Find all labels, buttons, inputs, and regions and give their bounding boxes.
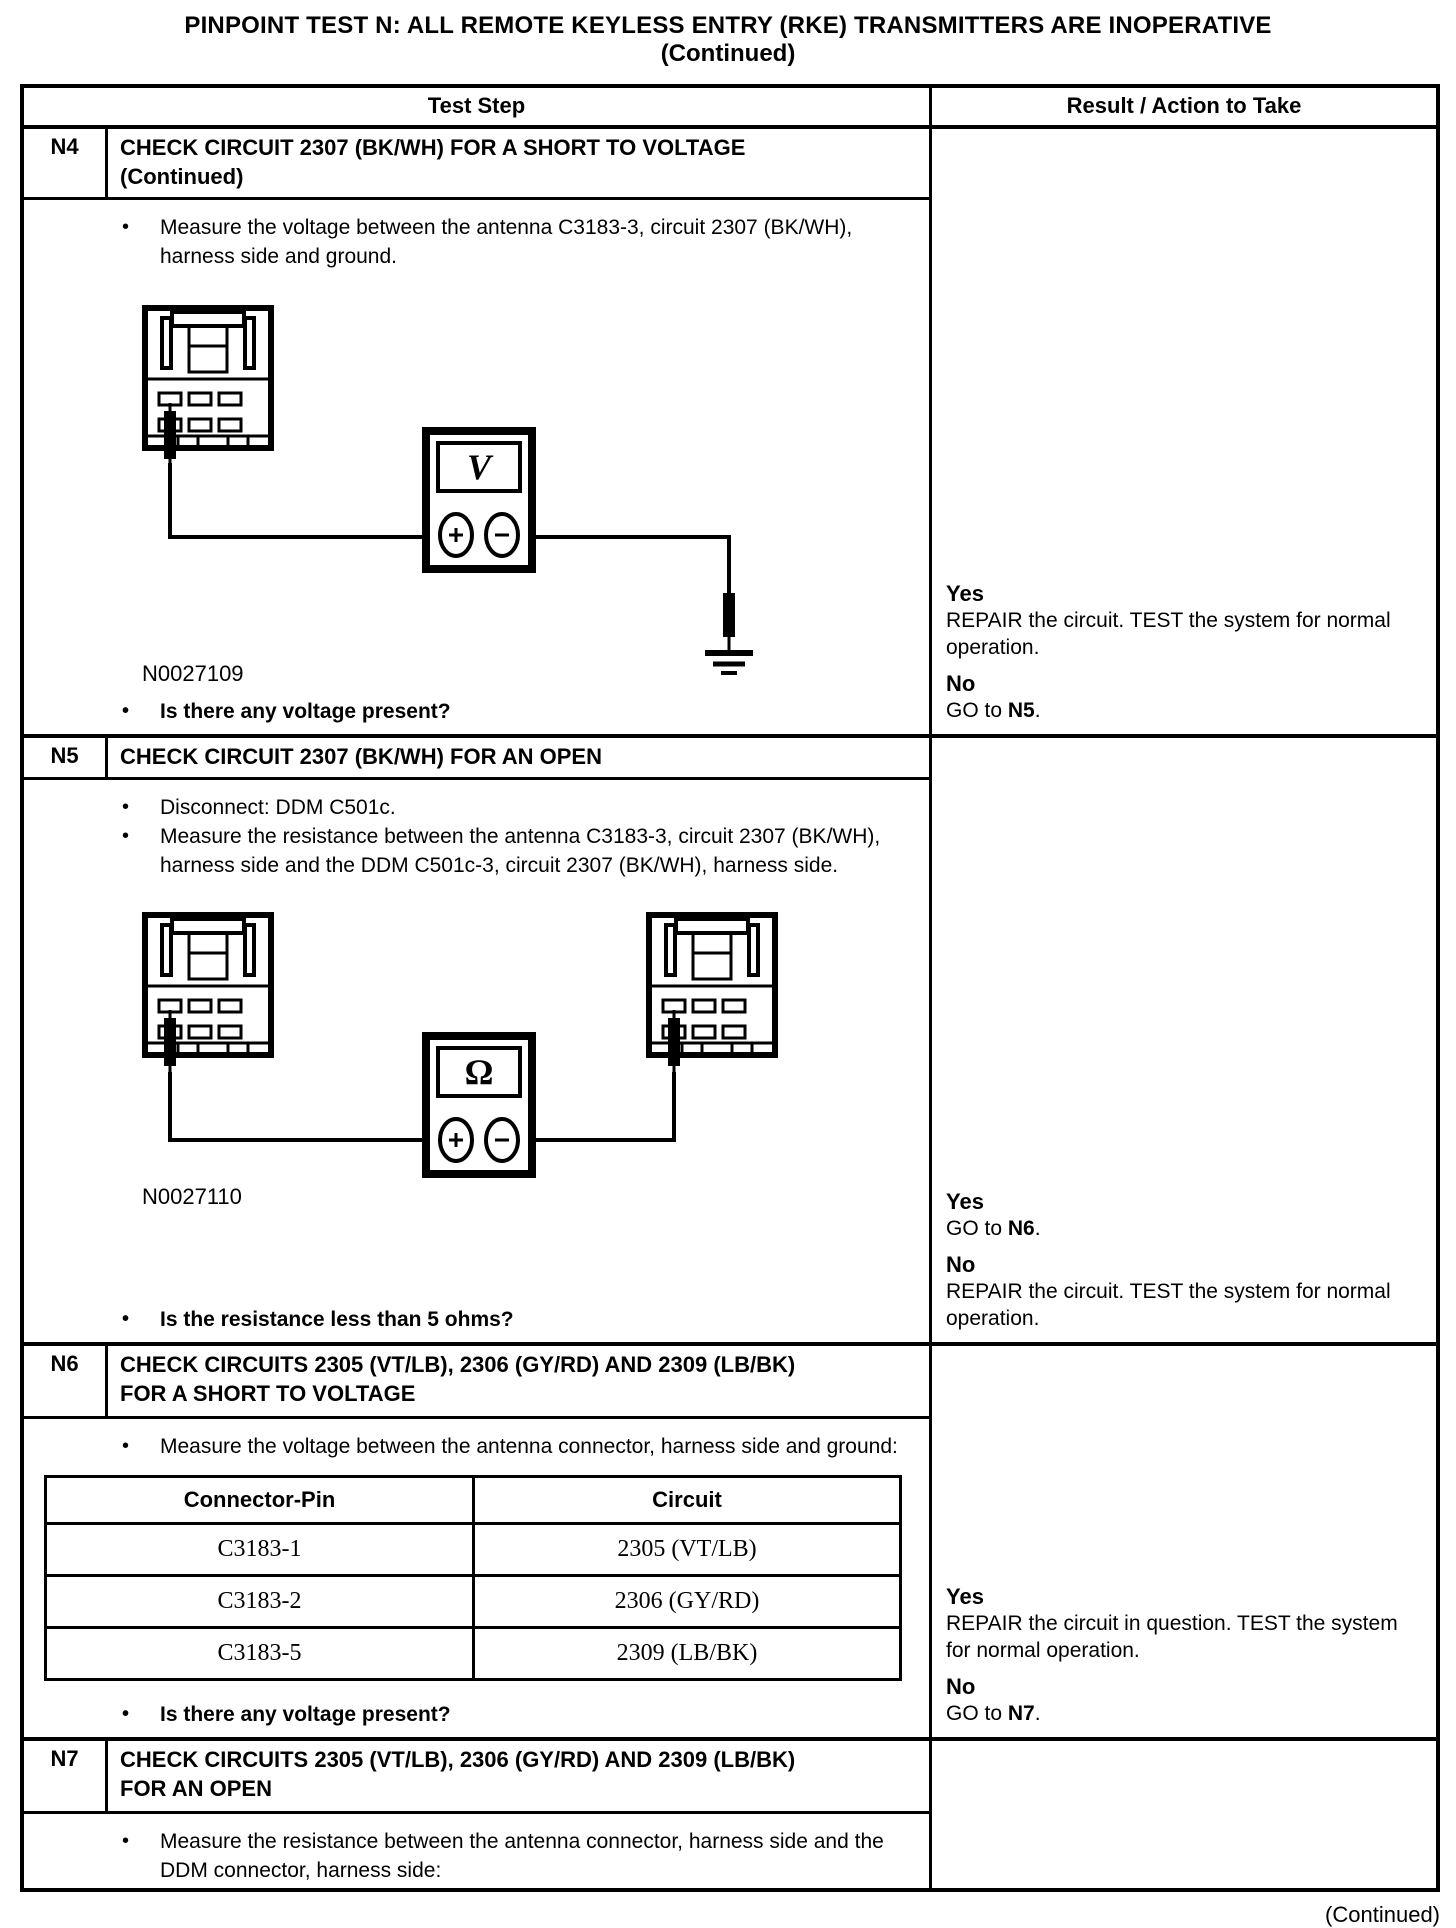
result-action: REPAIR the circuit. TEST the system for normal operation. — [946, 1280, 1391, 1330]
test-body — [24, 200, 929, 734]
step-item: • Measure the voltage between the antenna C3183-3, circuit 2307 (BK/WH), harness side and ground. — [24, 213, 929, 271]
test-question: • Is there any voltage present? — [24, 1700, 929, 1729]
test-body — [24, 1419, 929, 1737]
test-step-cell — [24, 738, 932, 1342]
ground-icon — [705, 653, 753, 673]
test-id: N5 — [24, 738, 108, 777]
result-answer-yes: Yes — [946, 581, 984, 606]
result-cell — [932, 1741, 1436, 1888]
pin-table-header-connector: Connector-Pin — [47, 1478, 475, 1522]
figure-label: N0027109 — [142, 661, 244, 686]
result-cell — [932, 738, 1436, 1342]
footer-continued: (Continued) — [1325, 1902, 1440, 1927]
step-item: • Disconnect: DDM C501c. — [24, 793, 929, 822]
circuit-cell: 2305 (VT/LB) — [617, 1536, 757, 1562]
test-row-n7 — [24, 1741, 1436, 1888]
result-action: REPAIR the circuit in question. TEST the system for normal operation. — [946, 1612, 1398, 1662]
table-header-row — [24, 88, 1436, 129]
pin-cell: C3183-5 — [47, 1629, 475, 1678]
connector-icon — [649, 915, 775, 1072]
step-item: • Measure the voltage between the antenna connector, harness side and ground: — [24, 1432, 929, 1461]
bullet-icon: • — [122, 1830, 130, 1852]
test-step-cell — [24, 129, 932, 734]
pin-table-row — [47, 1525, 899, 1577]
column-header-result: Result / Action to Take — [1066, 93, 1302, 118]
bullet-icon: • — [122, 700, 130, 722]
voltmeter-icon — [426, 431, 532, 569]
circuit-cell: 2309 (LB/BK) — [616, 1640, 758, 1666]
step-item: • Measure the resistance between the antenna connector, harness side and the DDM connector, harness side: — [24, 1827, 929, 1885]
test-title: CHECK CIRCUIT 2307 (BK/WH) FOR AN OPEN — [120, 744, 602, 769]
pin-cell: C3183-1 — [47, 1525, 475, 1574]
bullet-icon: • — [122, 796, 130, 818]
figure-label: N0027110 — [142, 1184, 242, 1209]
bullet-icon: • — [122, 1308, 130, 1330]
result-answer-yes: Yes — [946, 1584, 984, 1609]
test-header — [24, 1346, 929, 1419]
pin-table-row — [47, 1629, 899, 1678]
page-title-block — [0, 12, 1456, 68]
test-row-n6 — [24, 1346, 1436, 1741]
test-title: CHECK CIRCUIT 2307 (BK/WH) FOR A SHORT TO VOLTAGE (Continued) — [120, 135, 746, 189]
pin-table-row — [47, 1577, 899, 1629]
test-row-n5 — [24, 738, 1436, 1346]
circuit-diagram-voltage-check — [24, 277, 914, 697]
test-question: • Is there any voltage present? — [24, 697, 929, 726]
result-answer-yes: Yes — [946, 1189, 984, 1214]
meter-symbol: V — [466, 447, 492, 487]
connector-pin-table — [44, 1475, 902, 1681]
bullet-icon: • — [122, 1435, 130, 1457]
result-action: GO to N7. — [946, 1702, 1041, 1725]
page-title: PINPOINT TEST N: ALL REMOTE KEYLESS ENTRY (RKE) TRANSMITTERS ARE INOPERATIVE — [184, 12, 1272, 39]
bullet-icon: • — [122, 216, 130, 238]
circuit-diagram-resistance-check — [24, 886, 914, 1216]
test-title: CHECK CIRCUITS 2305 (VT/LB), 2306 (GY/RD) AND 2309 (LB/BK) FOR A SHORT TO VOLTAGE — [120, 1352, 796, 1406]
column-header-test-step: Test Step — [24, 88, 932, 125]
pin-table-header-circuit: Circuit — [652, 1487, 722, 1512]
test-id: N6 — [24, 1346, 108, 1416]
result-action: GO to N5. — [946, 699, 1041, 722]
pin-table-header-row — [47, 1478, 899, 1525]
test-id: N4 — [24, 129, 108, 197]
result-answer-no: No — [946, 1674, 976, 1699]
pinpoint-test-table — [20, 84, 1440, 1892]
test-body — [24, 1814, 929, 1888]
bullet-icon: • — [122, 825, 130, 847]
test-header — [24, 738, 929, 780]
result-action: GO to N6. — [946, 1217, 1041, 1240]
test-step-cell — [24, 1346, 932, 1737]
connector-icon — [145, 915, 271, 1072]
test-id: N7 — [24, 1741, 108, 1811]
test-body — [24, 780, 929, 1342]
result-action: REPAIR the circuit. TEST the system for normal operation. — [946, 609, 1391, 659]
test-question: • Is the resistance less than 5 ohms? — [24, 1305, 929, 1334]
result-cell — [932, 129, 1436, 734]
result-cell — [932, 1346, 1436, 1737]
bullet-icon: • — [122, 1703, 130, 1725]
connector-icon — [145, 308, 271, 465]
result-answer-no: No — [946, 671, 976, 696]
meter-symbol: Ω — [464, 1052, 494, 1092]
test-title: CHECK CIRCUITS 2305 (VT/LB), 2306 (GY/RD) AND 2309 (LB/BK) FOR AN OPEN — [120, 1747, 796, 1801]
probe-icon — [723, 593, 735, 637]
step-item: • Measure the resistance between the antenna C3183-3, circuit 2307 (BK/WH), harness side and the DDM C501c-3, circuit 2307 (BK/WH), harness side. — [24, 822, 929, 880]
result-answer-no: No — [946, 1252, 976, 1277]
page-subtitle: (Continued) — [660, 40, 796, 67]
test-header — [24, 129, 929, 200]
circuit-cell: 2306 (GY/RD) — [614, 1588, 760, 1614]
ohmmeter-icon — [426, 1036, 532, 1174]
pin-cell: C3183-2 — [47, 1577, 475, 1626]
test-step-cell — [24, 1741, 932, 1888]
test-row-n4 — [24, 129, 1436, 738]
test-header — [24, 1741, 929, 1814]
